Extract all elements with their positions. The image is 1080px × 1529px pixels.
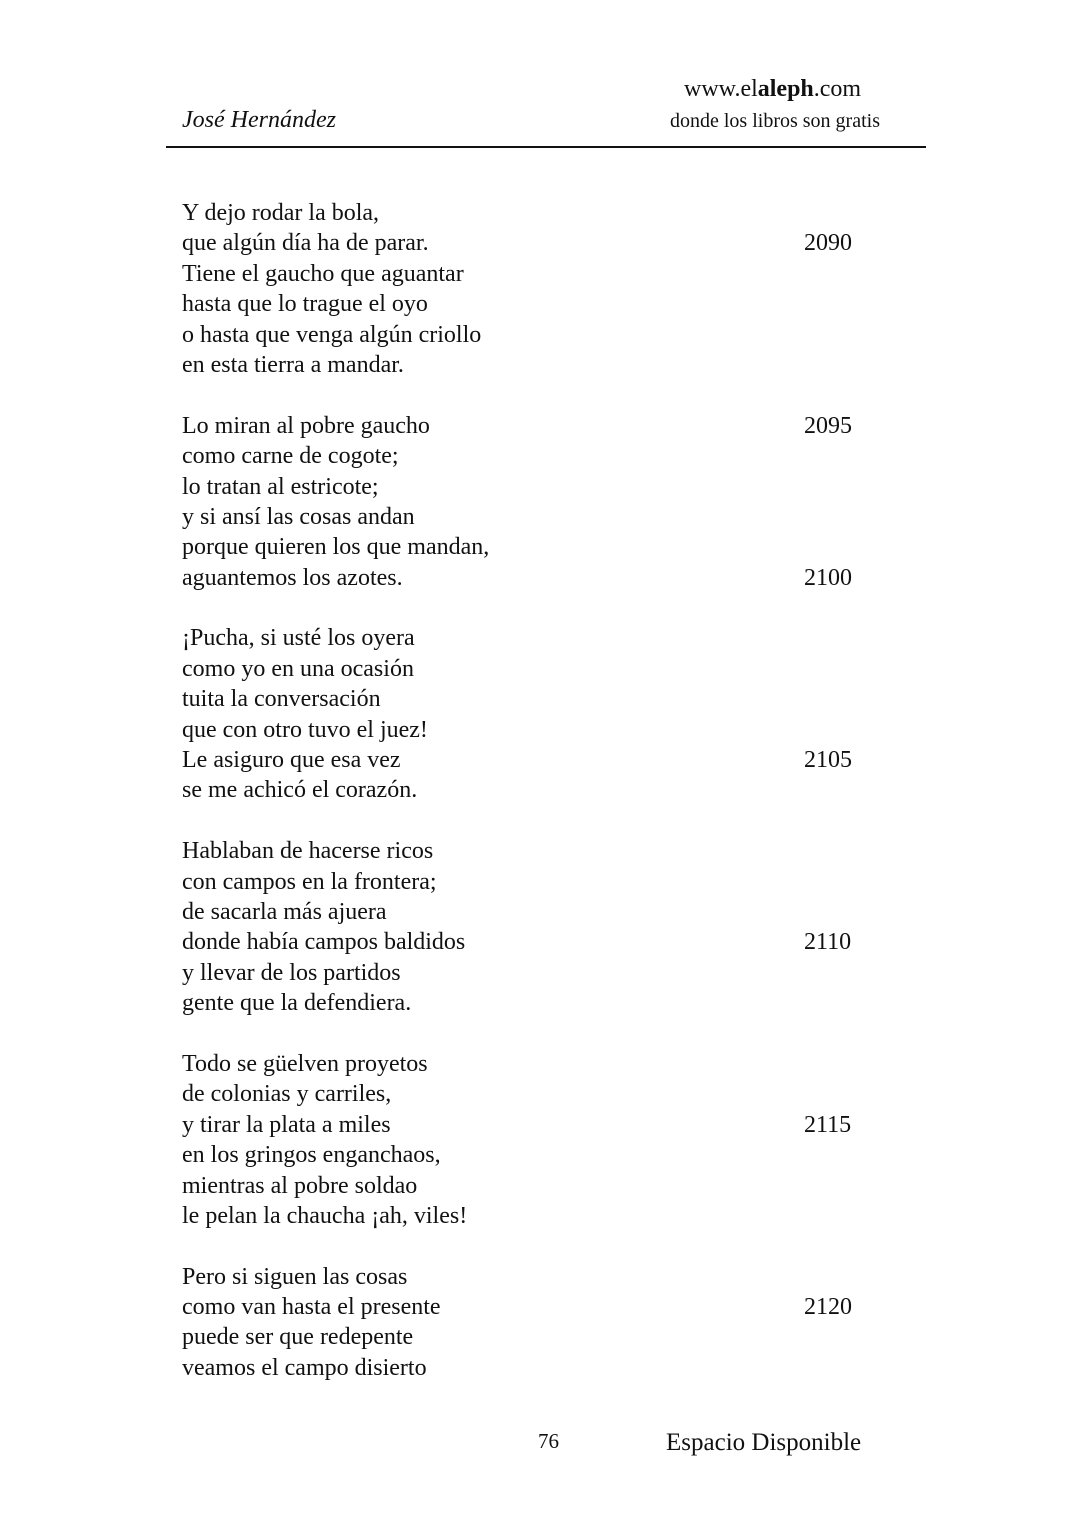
verse-line [182,1201,882,1231]
verse-line [182,228,882,258]
verse-text: y llevar de los partidos [182,959,401,986]
verse-line [182,1322,882,1352]
verse-text: de colonias y carriles, [182,1081,392,1108]
verse-number: 2115 [804,1111,852,1138]
verse-text: y si ansí las cosas andan [182,503,415,530]
verse-number: 2100 [804,564,852,591]
verse-text: como van hasta el presente [182,1294,441,1321]
verse-line [182,897,882,927]
verse-text: Tiene el gaucho que aguantar [182,260,464,287]
verse-line [182,532,882,562]
verse-text: aguantemos los azotes. [182,564,403,591]
verse-text: lo tratan al estricote; [182,473,379,500]
verse-line [182,320,882,350]
verse-line [182,1292,882,1322]
poem-body [182,198,882,1414]
header-divider [166,146,926,148]
verse-text: puede ser que redepente [182,1324,414,1351]
verse-text: se me achicó el corazón. [182,777,418,804]
verse-text: Y dejo rodar la bola, [182,200,380,226]
verse-line [182,1353,882,1383]
site-suffix: .com [813,76,862,102]
header-tagline: donde los libros son gratis [670,110,880,132]
header-author: José Hernández [182,107,336,133]
verse-text: en los gringos enganchaos, [182,1142,441,1169]
verse-number: 2120 [804,1294,852,1321]
verse-line [182,350,882,380]
verse-line [182,654,882,684]
verse-text: en esta tierra a mandar. [182,351,404,378]
verse-text: como yo en una ocasión [182,655,414,682]
stanza [182,198,882,380]
verse-line [182,1079,882,1109]
verse-line [182,1110,882,1140]
verse-line [182,441,882,471]
verse-text: o hasta que venga algún criollo [182,321,482,348]
verse-line [182,563,882,593]
verse-text: tuita la conversación [182,686,381,713]
verse-text: mientras al pobre soldao [182,1172,418,1199]
verse-text: donde había campos baldidos [182,929,466,956]
verse-line [182,623,882,653]
verse-line [182,927,882,957]
verse-text: veamos el campo disierto [182,1354,427,1381]
verse-line [182,684,882,714]
verse-line [182,867,882,897]
verse-text: ¡Pucha, si usté los oyera [182,625,415,652]
verse-text: que con otro tuvo el juez! [182,716,428,743]
verse-text: Todo se güelven proyetos [182,1050,428,1077]
verse-line [182,1140,882,1170]
verse-line [182,836,882,866]
page-number: 76 [538,1429,559,1453]
header-site-link[interactable] [684,74,861,104]
stanza [182,1049,882,1231]
verse-text: Le asiguro que esa vez [182,747,401,774]
verse-text: con campos en la frontera; [182,868,437,895]
verse-number: 2095 [804,412,852,439]
verse-text: Lo miran al pobre gaucho [182,412,430,439]
site-brand: aleph [757,76,814,102]
verse-line [182,775,882,805]
site-prefix: www.el [684,76,758,102]
stanza [182,1262,882,1384]
verse-line [182,1262,882,1292]
verse-text: porque quieren los que mandan, [182,534,490,561]
verse-line [182,198,882,228]
verse-text: Hablaban de hacerse ricos [182,838,434,865]
verse-line [182,715,882,745]
verse-line [182,472,882,502]
verse-text: y tirar la plata a miles [182,1111,391,1138]
verse-text: hasta que lo trague el oyo [182,291,428,318]
verse-text: que algún día ha de parar. [182,230,429,257]
verse-text: gente que la defendiera. [182,990,412,1017]
verse-line [182,958,882,988]
verse-line [182,411,882,441]
verse-line [182,1171,882,1201]
verse-line [182,745,882,775]
verse-text: de sacarla más ajuera [182,898,387,925]
stanza [182,836,882,1018]
verse-line [182,1049,882,1079]
verse-number: 2105 [804,747,852,774]
verse-text: Pero si siguen las cosas [182,1263,408,1290]
stanza [182,411,882,593]
verse-line [182,502,882,532]
verse-number: 2090 [804,230,852,257]
stanza [182,623,882,805]
verse-text: le pelan la chaucha ¡ah, viles! [182,1202,468,1229]
footer-space-text: Espacio Disponible [666,1429,862,1456]
verse-line [182,259,882,289]
verse-line [182,289,882,319]
verse-number: 2110 [804,929,852,956]
verse-text: como carne de cogote; [182,443,399,470]
verse-line [182,988,882,1018]
